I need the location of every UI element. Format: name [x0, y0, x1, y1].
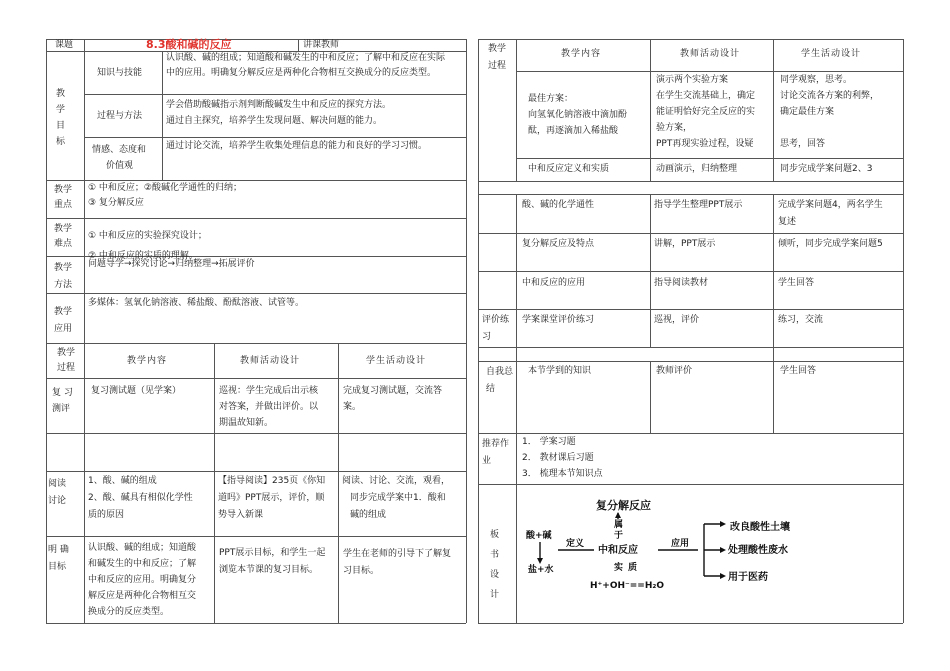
right-header-content: 教学内容 — [561, 49, 602, 59]
diagram-equation: H⁺+OH⁻==H₂O — [590, 581, 664, 591]
rrow-application-student: 学生回答 — [778, 278, 815, 288]
nandian-label: 教学 难点 — [54, 224, 73, 249]
goal-knowledge-label: 知识与技能 — [97, 68, 143, 78]
banshu-label: 板 书 设 计 — [490, 530, 500, 600]
rrow-general-student: 完成学案问题4，两名学生 复述 — [778, 200, 883, 227]
row-review-content: 复习测试题（见学案） — [91, 386, 182, 396]
left-process-label: 教学 过程 — [57, 348, 76, 373]
zhongdian-label: 教学 重点 — [54, 185, 73, 210]
zongjie-teacher: 教师评价 — [656, 366, 693, 376]
zongjie-content: 本节学到的知识 — [528, 366, 592, 376]
zongjie-label: 自我总 结 — [486, 367, 514, 394]
pingjia-teacher: 巡视，评价 — [654, 315, 700, 325]
row-goal-label: 明 确 目标 — [48, 545, 69, 572]
diagram-belong-1: 属 — [614, 520, 624, 530]
row-review-student: 完成复习测试题，交流答 案。 — [343, 386, 443, 412]
row-reading-content: 1、酸、碱的组成 2、酸、碱具有相似化学性 质的原因 — [88, 476, 193, 520]
rrow-neutral-student: 同步完成学案问题2、3 — [780, 164, 873, 174]
rrow-best-teacher: 演示两个实验方案 在学生交流基础上，确定 能证明恰好完全反应的实 验方案， PPT再现实验过程，设疑 — [656, 75, 756, 149]
diagram-app-2: 处理酸性废水 — [728, 545, 788, 556]
row-reading-label: 阅读 讨论 — [48, 479, 67, 506]
right-header-teacher: 教师活动设计 — [680, 49, 741, 59]
yingyong-text: 多媒体：氢氧化钠溶液、稀盐酸、酚酞溶液、试管等。 — [88, 298, 305, 308]
rrow-best-content: 最佳方案： 向氢氧化钠溶液中滴加酚 酞，再逐滴加入稀盐酸 — [528, 94, 628, 136]
row-reading-teacher: 【指导阅读】235页《你知 道吗》PPT展示，评价，顺 势导入新课 — [218, 476, 326, 520]
rrow-double-content: 复分解反应及特点 — [522, 239, 595, 249]
zongjie-student: 学生回答 — [780, 366, 817, 376]
rrow-application-teacher: 指导阅读教材 — [654, 278, 709, 288]
diagram-top: 复分解反应 — [596, 499, 651, 512]
pingjia-label: 评价练 习 — [482, 315, 510, 342]
diagram-belong-2: 于 — [614, 531, 624, 541]
left-header-student: 学生活动设计 — [366, 356, 427, 366]
pingjia-student: 练习，交流 — [778, 315, 824, 325]
diagram-essence-1: 实 — [614, 563, 624, 573]
diagram-center: 中和反应 — [598, 545, 638, 556]
goal-emotion-label: 情感、态度和 价值观 — [92, 145, 147, 171]
fangfa-text: 问题导学→探究讨论→归纳整理→拓展评价 — [88, 259, 255, 269]
rrow-double-student: 倾听，同步完成学案问题5 — [778, 239, 883, 249]
fangfa-label: 教学 方法 — [54, 263, 73, 290]
diagram-salt-water: 盐+水 — [528, 565, 554, 575]
goals-label: 教 学 目 标 — [56, 89, 66, 147]
pingjia-content: 学案课堂评价练习 — [522, 315, 595, 325]
row-review-label: 复 习 测评 — [52, 388, 73, 414]
diagram-application: 应用 — [671, 539, 690, 549]
row-goal-student: 学生在老师的引导下了解复 习目标。 — [343, 549, 452, 576]
goal-emotion-text: 通过讨论交流，培养学生收集处理信息的能力和良好的学习习惯。 — [166, 141, 428, 151]
rrow-general-content: 酸、碱的化学通性 — [522, 200, 595, 210]
diagram-essence-2: 质 — [628, 563, 638, 573]
diagram-app-1: 改良酸性土壤 — [730, 522, 790, 533]
rrow-best-student: 同学观察，思考。 讨论交流各方案的利弊， 确定最佳方案 思考，回答 — [780, 75, 880, 149]
row-review-teacher: 巡视：学生完成后出示核 对答案，并做出评价。以 期温故知新。 — [219, 386, 319, 428]
keti-label: 课题 — [55, 40, 74, 50]
blackboard-diagram — [518, 490, 898, 600]
zhongdian-text: ① 中和反应；②酸碱化学通性的归纳； ③ 复分解反应 — [88, 183, 242, 208]
rrow-neutral-content: 中和反应定义和实质 — [528, 164, 610, 174]
diagram-definition: 定义 — [566, 539, 585, 549]
rrow-application-content: 中和反应的应用 — [522, 278, 586, 288]
right-process-label: 教学 过程 — [488, 44, 507, 71]
zuoye-label: 推荐作 业 — [482, 439, 510, 466]
rrow-general-teacher: 指导学生整理PPT展示 — [654, 200, 743, 210]
diagram-app-3: 用于医药 — [728, 572, 768, 583]
nandian-text: ① 中和反应的实验探究设计； ② 中和反应的实质的理解。 — [88, 231, 207, 261]
rrow-neutral-teacher: 动画演示，归纳整理 — [656, 164, 738, 174]
goal-knowledge-text: 认识酸、碱的组成；知道酸和碱发生的中和反应；了解中和反应在实际 中的应用。明确复分解反应是两种化合物相互交换成分的反应类型。 — [166, 53, 446, 78]
right-header-student: 学生活动设计 — [801, 49, 862, 59]
left-header-teacher: 教师活动设计 — [240, 356, 301, 366]
lesson-title: 8.3酸和碱的反应 — [146, 38, 232, 51]
diagram-acid-base: 酸+碱 — [526, 531, 552, 541]
row-goal-teacher: PPT展示目标，和学生一起 浏览本节课的复习目标。 — [219, 548, 326, 575]
goal-method-text: 学会借助酸碱指示剂判断酸碱发生中和反应的探究方法。 通过自主探究，培养学生发现问题、解决问题的能力。 — [166, 100, 392, 126]
yingyong-label: 教学 应用 — [54, 307, 73, 334]
row-goal-content: 认识酸、碱的组成；知道酸 和碱发生的中和反应；了解 中和反应的应用。明确复分 解反应是两种化合物相互交 换成分的反应类型。 — [88, 543, 197, 617]
row-reading-student: 阅读、讨论、交流，观看， 同步完成学案中1．酸和 碱的组成 — [342, 476, 451, 520]
teacher-label: 讲课教师 — [303, 40, 340, 50]
goal-method-label: 过程与方法 — [97, 111, 143, 121]
left-header-content: 教学内容 — [127, 356, 168, 366]
zuoye-items: 1． 学案习题 2． 教材课后习题 3． 梳理本节知识点 — [522, 437, 603, 479]
rrow-double-teacher: 讲解，PPT展示 — [654, 239, 716, 249]
